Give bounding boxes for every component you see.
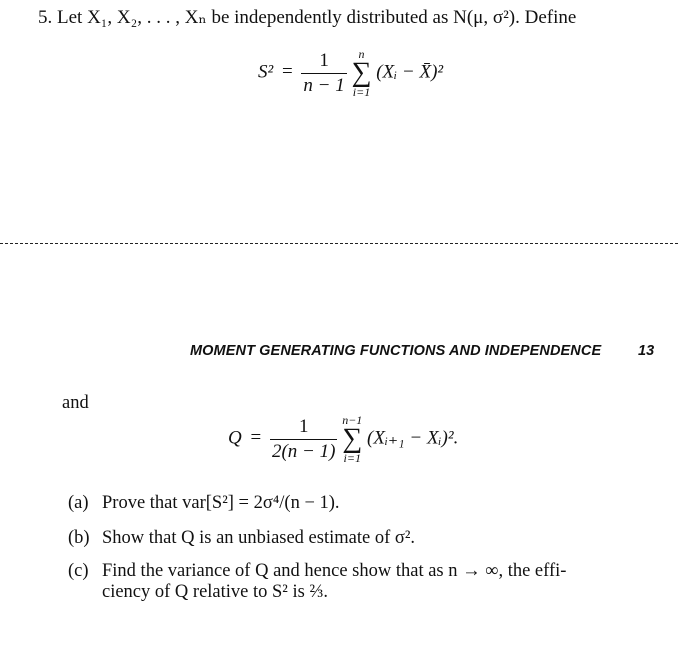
problem-number: 5. bbox=[38, 7, 53, 28]
problem-statement bbox=[38, 6, 576, 29]
eq1-sum-upper: n bbox=[358, 47, 365, 61]
part-text: Show that Q is an unbiased estimate of σ². bbox=[102, 528, 416, 548]
eq2-sum-upper: n−1 bbox=[342, 413, 363, 427]
sigma-icon: ∑ bbox=[342, 423, 363, 454]
and-text: and bbox=[62, 393, 89, 413]
part-c-continuation: ciency of Q relative to S² is ⅔. bbox=[102, 582, 328, 602]
eq2-fraction bbox=[270, 416, 337, 463]
eq1-denominator: n − 1 bbox=[303, 74, 345, 96]
eq1-numerator: 1 bbox=[319, 49, 329, 71]
part-label: (b) bbox=[68, 528, 90, 548]
part-c bbox=[68, 559, 566, 583]
part-label: (a) bbox=[68, 493, 89, 513]
page-divider bbox=[0, 243, 678, 244]
eq1-sum-lower: i=1 bbox=[352, 85, 371, 99]
problem-intro: Let X₁, X₂, . . . , Xₙ be independently distributed as N(μ, σ²). Define bbox=[57, 7, 577, 28]
part-text: Find the variance of Q and hence show that as n → ∞, the effi- bbox=[102, 561, 567, 581]
equation-s-squared bbox=[258, 48, 443, 98]
part-text: Prove that var[S²] = 2σ⁴/(n − 1). bbox=[102, 493, 340, 513]
eq2-equals: = bbox=[250, 427, 262, 449]
part-b bbox=[68, 526, 415, 550]
sigma-icon: ∑ bbox=[351, 57, 372, 88]
part-a bbox=[68, 491, 340, 515]
eq2-body: (Xᵢ₊₁ − Xᵢ)². bbox=[367, 427, 459, 449]
running-head-page-number: 13 bbox=[638, 343, 655, 359]
eq1-summation bbox=[352, 48, 372, 98]
eq1-equals: = bbox=[281, 61, 293, 83]
running-head-title: MOMENT GENERATING FUNCTIONS AND INDEPENDENCE bbox=[190, 343, 602, 359]
eq2-sum-lower: i=1 bbox=[343, 451, 361, 465]
eq1-fraction bbox=[301, 50, 346, 97]
eq2-numerator: 1 bbox=[298, 415, 309, 437]
equation-q bbox=[228, 414, 458, 464]
eq1-lhs: S² bbox=[258, 61, 274, 83]
eq2-lhs: Q bbox=[228, 427, 242, 449]
part-label: (c) bbox=[68, 561, 89, 581]
eq2-denominator: 2(n − 1) bbox=[271, 440, 336, 462]
eq2-summation bbox=[342, 414, 362, 464]
eq1-body: (Xᵢ − X̄)² bbox=[376, 61, 444, 83]
